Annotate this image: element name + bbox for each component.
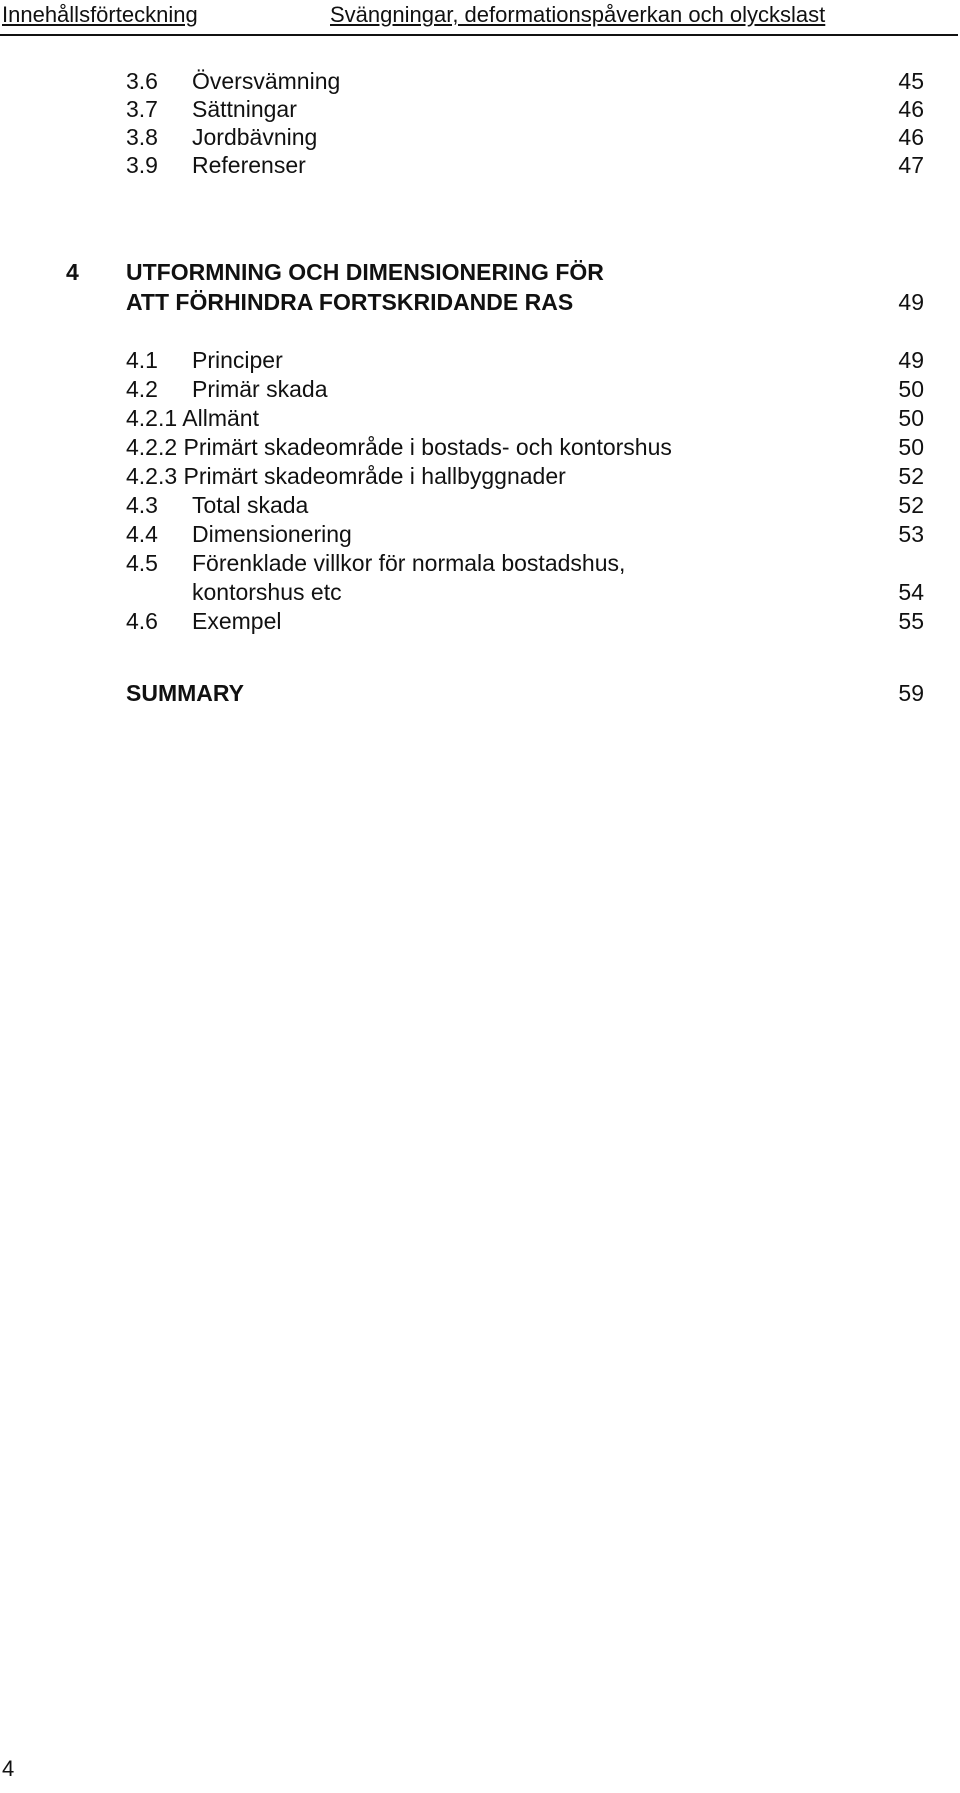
toc-entry-title: Principer: [192, 347, 283, 373]
toc-entry-number: 4.6: [126, 608, 158, 634]
toc-chapter-title-line1: UTFORMNING OCH DIMENSIONERING FÖR: [126, 259, 604, 285]
toc-entry-number: 4.4: [126, 521, 158, 547]
toc-entry-title-line2: kontorshus etc: [192, 579, 342, 605]
page-header: [0, 0, 960, 36]
toc-entry-4-1[interactable]: [0, 345, 960, 377]
toc-entry-text: 4.2.2 Primärt skadeområde i bostads- och kontorshus: [126, 434, 672, 460]
toc-entry-4-2-2[interactable]: [0, 432, 960, 464]
toc-entry-4-2-1[interactable]: [0, 403, 960, 435]
toc-entry-page: 50: [898, 434, 924, 460]
toc-entry-title: Sättningar: [192, 96, 297, 122]
header-section-title: Innehållsförteckning: [2, 2, 198, 27]
header-rule: [0, 34, 958, 36]
toc-entry-page: 45: [898, 68, 924, 94]
toc-entry-4-3[interactable]: [0, 490, 960, 522]
toc-entry-number: 3.9: [126, 152, 158, 178]
toc-entry-text: 4.2.1 Allmänt: [126, 405, 259, 431]
toc-entry-number: 3.7: [126, 96, 158, 122]
toc-entry-page: 46: [898, 124, 924, 150]
toc-entry-number: 4.5: [126, 550, 158, 576]
toc-entry-4-5-line2[interactable]: [0, 577, 960, 609]
toc-entry-4-2[interactable]: [0, 374, 960, 406]
toc-entry-page: 49: [898, 347, 924, 373]
toc-entry-title: Översvämning: [192, 68, 341, 94]
toc-entry-page: 50: [898, 405, 924, 431]
toc-entry-page: 55: [898, 608, 924, 634]
toc-entry-page: 53: [898, 521, 924, 547]
toc-entry-4-2-3[interactable]: [0, 461, 960, 493]
toc-entry-4-5-line1[interactable]: [0, 548, 960, 580]
toc-entry-title: Total skada: [192, 492, 309, 518]
toc-chapter-number: 4: [66, 259, 79, 285]
toc-entry-page: 52: [898, 463, 924, 489]
toc-entry-page: 54: [898, 579, 924, 605]
toc-entry-number: 4.2: [126, 376, 158, 402]
toc-chapter-4-line1[interactable]: [0, 257, 960, 289]
toc-entry-number: 4.3: [126, 492, 158, 518]
toc-entry-title: Dimensionering: [192, 521, 352, 547]
toc-entry-3-9[interactable]: [0, 150, 960, 182]
page-number: 4: [2, 1756, 15, 1781]
toc-entry-summary[interactable]: [0, 678, 960, 710]
toc-entry-page: 46: [898, 96, 924, 122]
toc-entry-page: 47: [898, 152, 924, 178]
toc-entry-number: 3.6: [126, 68, 158, 94]
toc-entry-title-line1: Förenklade villkor för normala bostadshus,: [192, 550, 626, 576]
header-document-title: Svängningar, deformationspåverkan och olyckslast: [330, 2, 826, 27]
toc-entry-title: Primär skada: [192, 376, 328, 402]
toc-chapter-4-line2[interactable]: [0, 287, 960, 319]
toc-entry-title: Jordbävning: [192, 124, 318, 150]
toc-entry-page: 52: [898, 492, 924, 518]
toc-summary-title: SUMMARY: [126, 680, 244, 706]
toc-entry-number: 4.1: [126, 347, 158, 373]
toc-entry-number: 3.8: [126, 124, 158, 150]
toc-entry-title: Referenser: [192, 152, 306, 178]
toc-chapter-title-line2: ATT FÖRHINDRA FORTSKRIDANDE RAS: [126, 289, 574, 315]
toc-entry-page: 50: [898, 376, 924, 402]
toc-entry-text: 4.2.3 Primärt skadeområde i hallbyggnader: [126, 463, 566, 489]
toc-entry-title: Exempel: [192, 608, 282, 634]
toc-entry-4-6[interactable]: [0, 606, 960, 638]
toc-chapter-page: 49: [898, 289, 924, 315]
toc-entry-4-4[interactable]: [0, 519, 960, 551]
toc-entry-page: 59: [898, 680, 924, 706]
